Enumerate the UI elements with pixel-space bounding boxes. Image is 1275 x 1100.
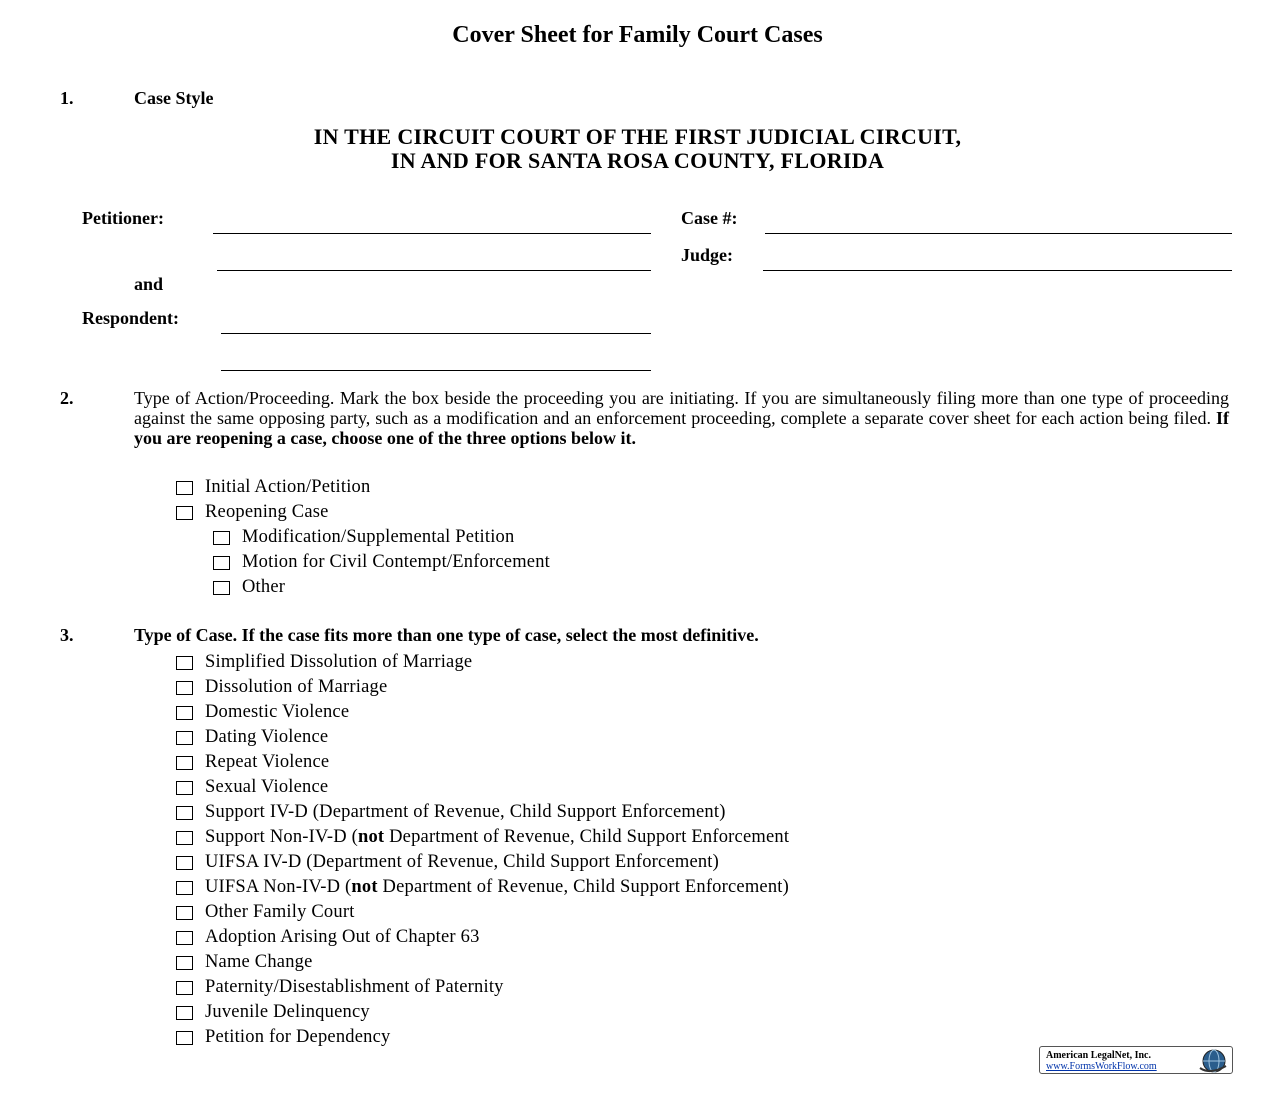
- label-text: Juvenile Delinquency: [205, 1002, 370, 1022]
- checkbox-label: Other: [242, 577, 286, 597]
- section-3-heading: Type of Case. If the case fits more than one type of case, select the most definitive.: [134, 625, 759, 645]
- checkbox-box[interactable]: [176, 681, 193, 695]
- label-text: Repeat Violence: [205, 752, 330, 772]
- court-line-2: IN AND FOR SANTA ROSA COUNTY, FLORIDA: [390, 148, 885, 173]
- checkbox-initial-action[interactable]: [176, 477, 370, 498]
- checkbox-label: [205, 827, 789, 848]
- checkbox-box[interactable]: [176, 831, 193, 845]
- judge-label: Judge:: [681, 245, 734, 265]
- checkbox-label: [205, 752, 329, 773]
- checkbox-label: [205, 977, 504, 998]
- page-title: Cover Sheet for Family Court Cases: [452, 22, 823, 48]
- checkbox-label: Modification/Supplemental Petition: [242, 527, 515, 547]
- petitioner-field-1[interactable]: [213, 233, 651, 234]
- checkbox-box[interactable]: [176, 806, 193, 820]
- checkbox-box[interactable]: [176, 1006, 193, 1020]
- checkbox-case-type[interactable]: [176, 852, 719, 873]
- checkbox-label: [205, 952, 313, 973]
- publisher-name: American LegalNet, Inc.: [1046, 1050, 1151, 1061]
- and-label: and: [134, 274, 164, 294]
- case-number-field[interactable]: [765, 233, 1232, 234]
- checkbox-label: [205, 877, 789, 898]
- checkbox-label: Reopening Case: [205, 502, 329, 522]
- checkbox-case-type[interactable]: [176, 1002, 370, 1023]
- checkbox-box[interactable]: [176, 931, 193, 945]
- respondent-field-2[interactable]: [221, 370, 651, 371]
- checkbox-box[interactable]: [176, 706, 193, 720]
- section-2-number: 2.: [60, 388, 74, 408]
- checkbox-case-type[interactable]: [176, 677, 387, 698]
- label-text: Domestic Violence: [205, 702, 350, 722]
- checkbox-label: [205, 852, 719, 873]
- label-text: Petition for Dependency: [205, 1027, 391, 1047]
- checkbox-label: [205, 927, 480, 948]
- checkbox-box[interactable]: [176, 731, 193, 745]
- section-2-instructions: [134, 388, 1229, 448]
- checkbox-other[interactable]: [213, 577, 285, 598]
- checkbox-box[interactable]: [213, 531, 230, 545]
- checkbox-box[interactable]: [176, 881, 193, 895]
- checkbox-box[interactable]: [176, 981, 193, 995]
- label-text: Dating Violence: [205, 727, 329, 747]
- checkbox-box[interactable]: [176, 781, 193, 795]
- checkbox-box[interactable]: [176, 856, 193, 870]
- label-text: Sexual Violence: [205, 777, 329, 797]
- checkbox-box[interactable]: [213, 581, 230, 595]
- checkbox-case-type[interactable]: [176, 802, 726, 823]
- court-line-1: IN THE CIRCUIT COURT OF THE FIRST JUDICIAL CIRCUIT,: [313, 124, 962, 149]
- label-text: Paternity/Disestablishment of Paternity: [205, 977, 504, 997]
- checkbox-civil-contempt[interactable]: [213, 552, 550, 573]
- checkbox-label: Initial Action/Petition: [205, 477, 371, 497]
- label-text: Department of Revenue, Child Support Enforcement): [377, 877, 789, 897]
- checkbox-box[interactable]: [176, 1031, 193, 1045]
- checkbox-label: [205, 802, 726, 823]
- section-1-heading: Case Style: [134, 88, 214, 108]
- label-text: Adoption Arising Out of Chapter 63: [205, 927, 480, 947]
- checkbox-case-type[interactable]: [176, 702, 349, 723]
- checkbox-label: [205, 902, 355, 923]
- globe-icon: [1196, 1048, 1230, 1074]
- respondent-field-1[interactable]: [221, 333, 651, 334]
- case-number-label: Case #:: [681, 208, 738, 228]
- label-emphasis: not: [357, 827, 385, 847]
- respondent-label: Respondent:: [82, 308, 180, 328]
- checkbox-box[interactable]: [176, 656, 193, 670]
- checkbox-box[interactable]: [176, 756, 193, 770]
- petitioner-label: Petitioner:: [82, 208, 164, 228]
- label-text: Simplified Dissolution of Marriage: [205, 652, 473, 672]
- section-2-text-bold: If you are reopening a case, choose one of the three options below it.: [134, 408, 1229, 448]
- checkbox-case-type[interactable]: [176, 977, 504, 998]
- checkbox-case-type[interactable]: [176, 1027, 390, 1048]
- checkbox-box[interactable]: [176, 506, 193, 520]
- label-text: Dissolution of Marriage: [205, 677, 388, 697]
- checkbox-reopening-case[interactable]: [176, 502, 329, 523]
- checkbox-label: [205, 1002, 370, 1023]
- checkbox-label: [205, 727, 328, 748]
- checkbox-label: [205, 702, 349, 723]
- label-text: Support IV-D (Department of Revenue, Child Support Enforcement): [205, 802, 726, 822]
- petitioner-field-2[interactable]: [217, 270, 651, 271]
- checkbox-case-type[interactable]: [176, 927, 480, 948]
- checkbox-box[interactable]: [176, 481, 193, 495]
- checkbox-case-type[interactable]: [176, 827, 789, 848]
- judge-field[interactable]: [763, 270, 1232, 271]
- label-text: UIFSA IV-D (Department of Revenue, Child Support Enforcement): [205, 852, 720, 872]
- checkbox-label: [205, 1027, 390, 1048]
- label-text: Name Change: [205, 952, 313, 972]
- checkbox-box[interactable]: [213, 556, 230, 570]
- checkbox-label: [205, 652, 472, 673]
- label-text: UIFSA Non-IV-D (: [205, 877, 352, 897]
- publisher-url[interactable]: www.FormsWorkFlow.com: [1046, 1061, 1157, 1072]
- checkbox-case-type[interactable]: [176, 877, 789, 898]
- checkbox-case-type[interactable]: [176, 727, 328, 748]
- checkbox-case-type[interactable]: [176, 777, 328, 798]
- checkbox-case-type[interactable]: [176, 902, 355, 923]
- label-text: Support Non-IV-D (: [205, 827, 358, 847]
- label-emphasis: not: [351, 877, 378, 897]
- checkbox-box[interactable]: [176, 906, 193, 920]
- checkbox-case-type[interactable]: [176, 652, 472, 673]
- checkbox-case-type[interactable]: [176, 952, 313, 973]
- checkbox-label: [205, 677, 387, 698]
- publisher-logo: [1039, 1046, 1233, 1074]
- checkbox-modification[interactable]: [213, 527, 514, 548]
- checkbox-case-type[interactable]: [176, 752, 329, 773]
- label-text: Other Family Court: [205, 902, 355, 922]
- checkbox-label: [205, 777, 328, 798]
- label-text: Department of Revenue, Child Support Enforcement: [384, 827, 790, 847]
- checkbox-label: Motion for Civil Contempt/Enforcement: [242, 552, 550, 572]
- section-3-number: 3.: [60, 625, 74, 645]
- checkbox-box[interactable]: [176, 956, 193, 970]
- section-2-text: Type of Action/Proceeding. Mark the box beside the proceeding you are initiating. If you are simultaneously filing more than one type of proceeding against the same opposing party, such as a modification and an enforcement proceeding, complete a separate cover sheet for each action being filed.: [134, 388, 1229, 428]
- section-1-number: 1.: [60, 88, 74, 108]
